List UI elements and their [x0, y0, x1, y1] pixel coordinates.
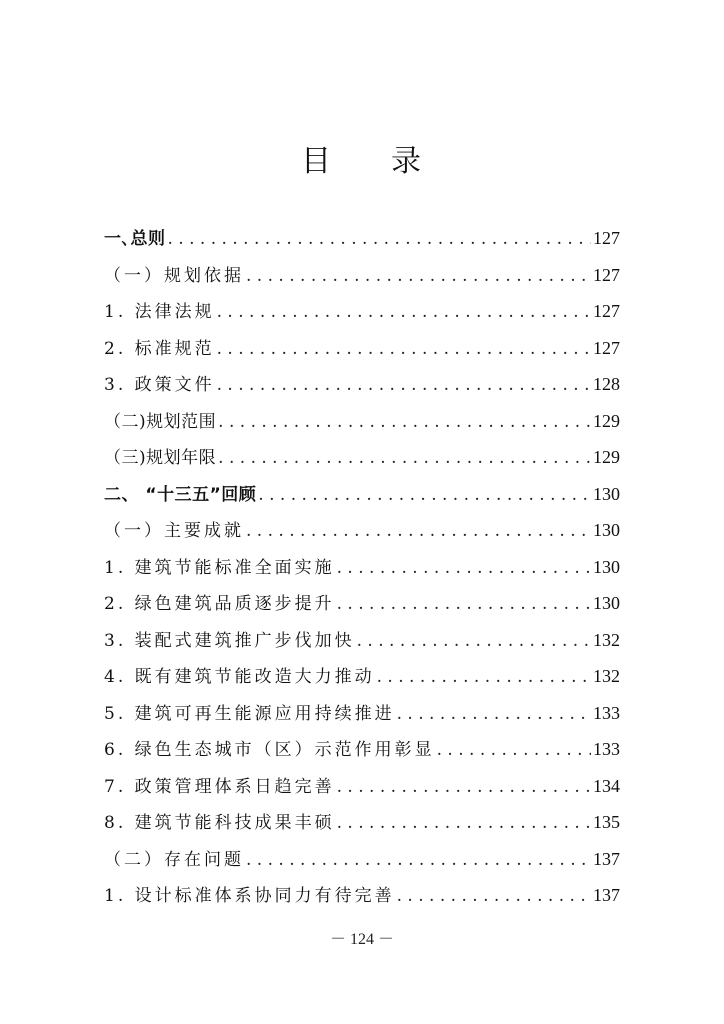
toc-entry[interactable]: [104, 403, 620, 440]
toc-leader-dots: [246, 258, 591, 295]
toc-page-number: 132: [593, 629, 620, 650]
toc-leader-dots: [217, 331, 591, 368]
toc-entry-text: 3. 政策文件: [104, 375, 215, 395]
toc-entry[interactable]: [104, 804, 620, 841]
toc-entry[interactable]: [104, 330, 620, 367]
toc-entry-text: 3. 装配式建筑推广步伐加快: [104, 630, 355, 651]
toc-entry[interactable]: [104, 366, 620, 403]
toc-entry-text: 8. 建筑节能科技成果丰硕: [104, 813, 335, 833]
toc-page-number: 127: [593, 301, 620, 321]
toc-entry[interactable]: [104, 768, 620, 805]
toc-entry[interactable]: [104, 549, 620, 586]
toc-leader-dots: [258, 477, 591, 514]
toc-entry[interactable]: [104, 841, 620, 878]
toc-entry[interactable]: [104, 476, 620, 513]
toc-entry-text: （一）主要成就: [104, 521, 244, 541]
toc-leader-dots: [218, 440, 591, 477]
toc-entry[interactable]: [104, 512, 620, 549]
toc-page-number: 127: [593, 264, 620, 285]
toc-entry[interactable]: [104, 731, 620, 768]
toc-leader-dots: [437, 732, 591, 769]
toc-leader-dots: [337, 805, 591, 842]
toc-entry[interactable]: [104, 658, 620, 695]
page-title: [0, 142, 724, 182]
toc-entry-text: （二）存在问题: [104, 849, 244, 870]
toc-page-number: 130: [593, 556, 620, 577]
toc-entry-text: （三)规划年限: [104, 448, 217, 468]
toc-page-number: 137: [593, 848, 620, 869]
toc-entry-text: 1. 设计标准体系协同力有待完善: [104, 886, 395, 906]
toc-leader-dots: [246, 842, 591, 879]
toc-page-number: 132: [593, 666, 620, 686]
toc-entry-text: 2. 标准规范: [104, 338, 215, 359]
page-number-footer: － 124 －: [329, 931, 394, 948]
toc-entry-text: 二、 “十三五”回顾: [104, 484, 257, 505]
table-of-contents: [104, 220, 620, 914]
toc-entry-text: 7. 政策管理体系日趋完善: [104, 776, 335, 797]
toc-entry[interactable]: [104, 220, 620, 257]
toc-leader-dots: [337, 550, 591, 587]
toc-page-number: 130: [593, 520, 620, 540]
toc-page-number: 137: [593, 885, 620, 905]
toc-leader-dots: [217, 367, 591, 404]
toc-page-number: 130: [593, 483, 620, 504]
toc-page-number: 130: [593, 593, 620, 613]
toc-page-number: 127: [593, 228, 620, 248]
toc-entry-text: 2. 绿色建筑品质逐步提升: [104, 594, 335, 614]
toc-page-number: 134: [593, 775, 620, 796]
toc-leader-dots: [377, 659, 591, 696]
toc-entry-text: （一）规划依据: [104, 265, 244, 286]
toc-entry-text: （二)规划范围: [104, 411, 217, 432]
toc-entry-text: 5. 建筑可再生能源应用持续推进: [104, 703, 395, 724]
toc-entry-text: 1. 建筑节能标准全面实施: [104, 557, 335, 578]
toc-page-number: 129: [593, 410, 620, 431]
toc-page-number: 133: [593, 739, 620, 759]
toc-entry[interactable]: [104, 293, 620, 330]
toc-entry-text: 一､总则: [104, 229, 166, 249]
title-char-2: 录: [391, 144, 423, 179]
toc-leader-dots: [337, 586, 591, 623]
toc-entry[interactable]: [104, 877, 620, 914]
toc-entry[interactable]: [104, 695, 620, 732]
toc-leader-dots: [217, 294, 591, 331]
toc-entry-text: 1. 法律法规: [104, 302, 215, 322]
toc-entry[interactable]: [104, 439, 620, 476]
toc-entry[interactable]: [104, 585, 620, 622]
toc-page-number: 128: [593, 374, 620, 394]
toc-page-number: 133: [593, 702, 620, 723]
toc-leader-dots: [397, 696, 591, 733]
toc-leader-dots: [357, 623, 591, 660]
toc-leader-dots: [337, 769, 591, 806]
title-char-1: 目: [301, 144, 333, 179]
toc-leader-dots: [168, 221, 592, 258]
toc-leader-dots: [397, 878, 591, 915]
toc-entry-text: 6. 绿色生态城市（区）示范作用彰显: [104, 740, 435, 760]
toc-entry-text: 4. 既有建筑节能改造大力推动: [104, 667, 375, 687]
toc-leader-dots: [218, 404, 591, 441]
toc-entry[interactable]: [104, 257, 620, 294]
toc-entry[interactable]: [104, 622, 620, 659]
toc-page-number: 135: [593, 812, 620, 832]
toc-leader-dots: [246, 513, 591, 550]
toc-page-number: 129: [593, 447, 620, 467]
toc-page-number: 127: [593, 337, 620, 358]
